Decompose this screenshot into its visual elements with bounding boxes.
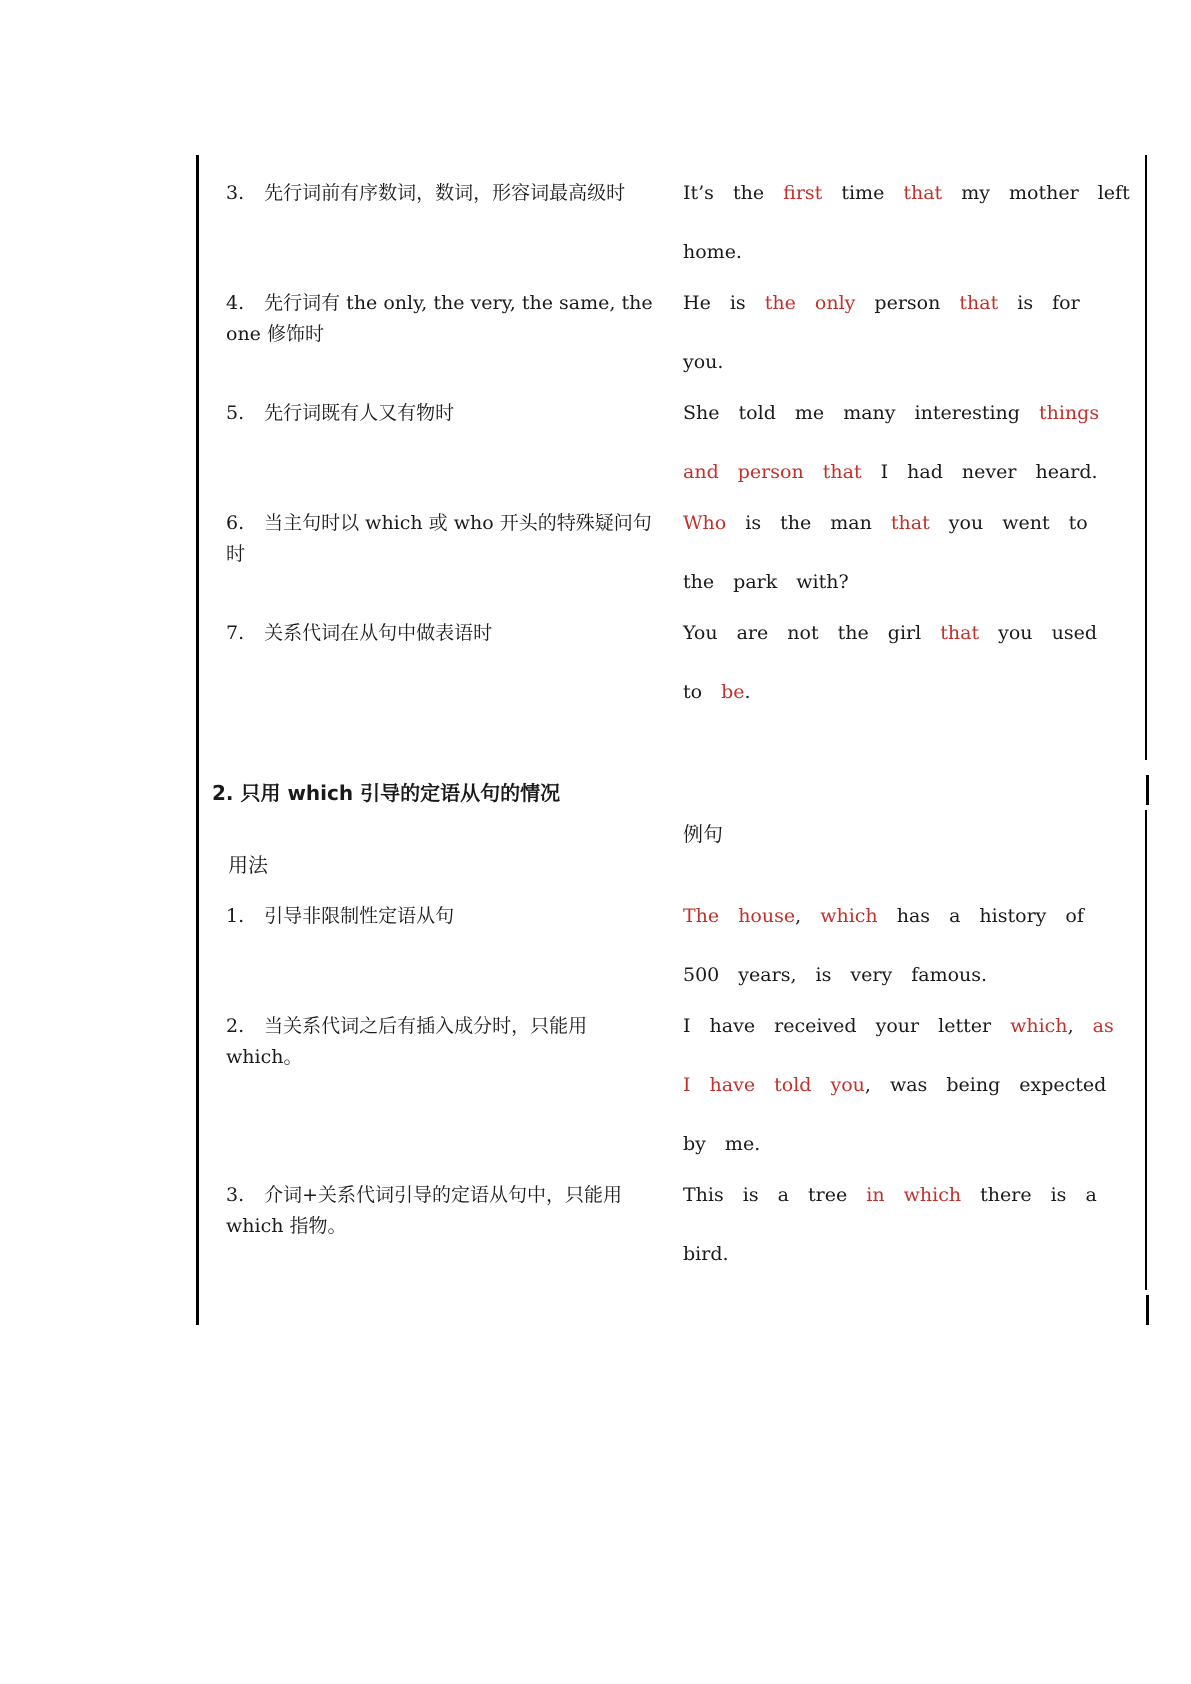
table-row xyxy=(226,1011,1146,1155)
usage-text: 关系代词在从句中做表语时 xyxy=(264,622,493,644)
row-number: 4. xyxy=(226,292,245,314)
section-heading: 2. 只用 which 引导的定语从句的情况 xyxy=(212,781,561,805)
highlight-keyword: which xyxy=(820,905,878,927)
sentence-text: . xyxy=(744,681,751,703)
example-sentence xyxy=(683,494,1133,612)
highlight-keyword: in which xyxy=(866,1184,962,1206)
sentence-text: is the man xyxy=(726,512,891,534)
sentence-text: It’s the xyxy=(683,182,784,204)
usage-text: 先行词既有人又有物时 xyxy=(264,402,455,424)
usage-cell xyxy=(226,508,656,570)
row-number: 2. xyxy=(226,1015,245,1037)
example-sentence xyxy=(683,997,1133,1174)
usage-cell xyxy=(226,1180,656,1242)
highlight-keyword: be xyxy=(721,681,745,703)
sentence-text: He is xyxy=(683,292,765,314)
table-row xyxy=(226,398,1146,483)
highlight-keyword: things and person that xyxy=(683,402,1100,483)
table-right-border xyxy=(1145,155,1147,760)
sentence-text: , was being expected by me. xyxy=(683,1074,1107,1155)
usage-cell xyxy=(226,178,656,209)
row-number: 1. xyxy=(226,905,245,927)
highlight-keyword: that xyxy=(903,182,943,204)
sentence-text: my mother left home. xyxy=(683,182,1130,263)
highlight-keyword: The house xyxy=(683,905,796,927)
example-sentence xyxy=(683,1166,1133,1284)
sentence-text: you used to xyxy=(683,622,1097,703)
highlight-keyword: which xyxy=(1010,1015,1068,1037)
usage-text: 先行词有 the only, the very, the same, the one 修饰时 xyxy=(226,292,653,345)
sentence-text: time xyxy=(822,182,904,204)
sentence-text: You are not the girl xyxy=(683,622,941,644)
highlight-keyword: that xyxy=(959,292,999,314)
table-row xyxy=(226,178,1146,263)
usage-text: 当主句时以 which 或 who 开头的特殊疑问句时 xyxy=(226,512,652,565)
sentence-text: person xyxy=(855,292,960,314)
sentence-text: , xyxy=(1067,1015,1093,1037)
table-left-border xyxy=(196,155,199,1325)
sentence-text: I had never heard. xyxy=(861,461,1098,483)
example-sentence xyxy=(683,274,1133,392)
sentence-text: This is a tree xyxy=(683,1184,867,1206)
usage-cell xyxy=(226,1011,656,1073)
usage-cell xyxy=(226,398,656,429)
example-sentence xyxy=(683,384,1133,502)
column-header-example: 例句 xyxy=(683,822,723,846)
table-row xyxy=(226,508,1146,593)
table-row xyxy=(226,618,1146,703)
table-row xyxy=(226,1180,1146,1265)
highlight-keyword: as I have told you xyxy=(683,1015,1114,1096)
sentence-text: I have received your letter xyxy=(683,1015,1011,1037)
table-row xyxy=(226,901,1146,986)
sentence-text: has a history of 500 years, is very famous. xyxy=(683,905,1084,986)
table-row xyxy=(226,288,1146,373)
row-number: 3. xyxy=(226,182,245,204)
table-right-border xyxy=(1146,775,1149,805)
row-number: 5. xyxy=(226,402,245,424)
sentence-text: there is a bird. xyxy=(683,1184,1097,1265)
row-number: 6. xyxy=(226,512,245,534)
usage-cell xyxy=(226,618,656,649)
sentence-text: you went to the park with? xyxy=(683,512,1088,593)
usage-text: 引导非限制性定语从句 xyxy=(264,905,455,927)
row-number: 7. xyxy=(226,622,245,644)
usage-text: 先行词前有序数词，数词，形容词最高级时 xyxy=(264,182,626,204)
highlight-keyword: the only xyxy=(764,292,856,314)
highlight-keyword: first xyxy=(783,182,823,204)
sentence-text: She told me many interesting xyxy=(683,402,1039,424)
column-header-usage: 用法 xyxy=(228,853,268,877)
example-sentence xyxy=(683,887,1133,1005)
usage-cell xyxy=(226,288,656,350)
sentence-text: , xyxy=(795,905,821,927)
row-number: 3. xyxy=(226,1184,245,1206)
highlight-keyword: Who xyxy=(683,512,727,534)
example-sentence xyxy=(683,604,1133,722)
example-sentence xyxy=(683,164,1133,282)
sentence-text: is for you. xyxy=(683,292,1080,373)
usage-text: 介词+关系代词引导的定语从句中，只能用 which 指物。 xyxy=(226,1184,623,1237)
highlight-keyword: that xyxy=(940,622,980,644)
highlight-keyword: that xyxy=(890,512,930,534)
table-right-border xyxy=(1146,1295,1149,1325)
usage-cell xyxy=(226,901,656,932)
usage-text: 当关系代词之后有插入成分时，只能用 which。 xyxy=(226,1015,588,1068)
